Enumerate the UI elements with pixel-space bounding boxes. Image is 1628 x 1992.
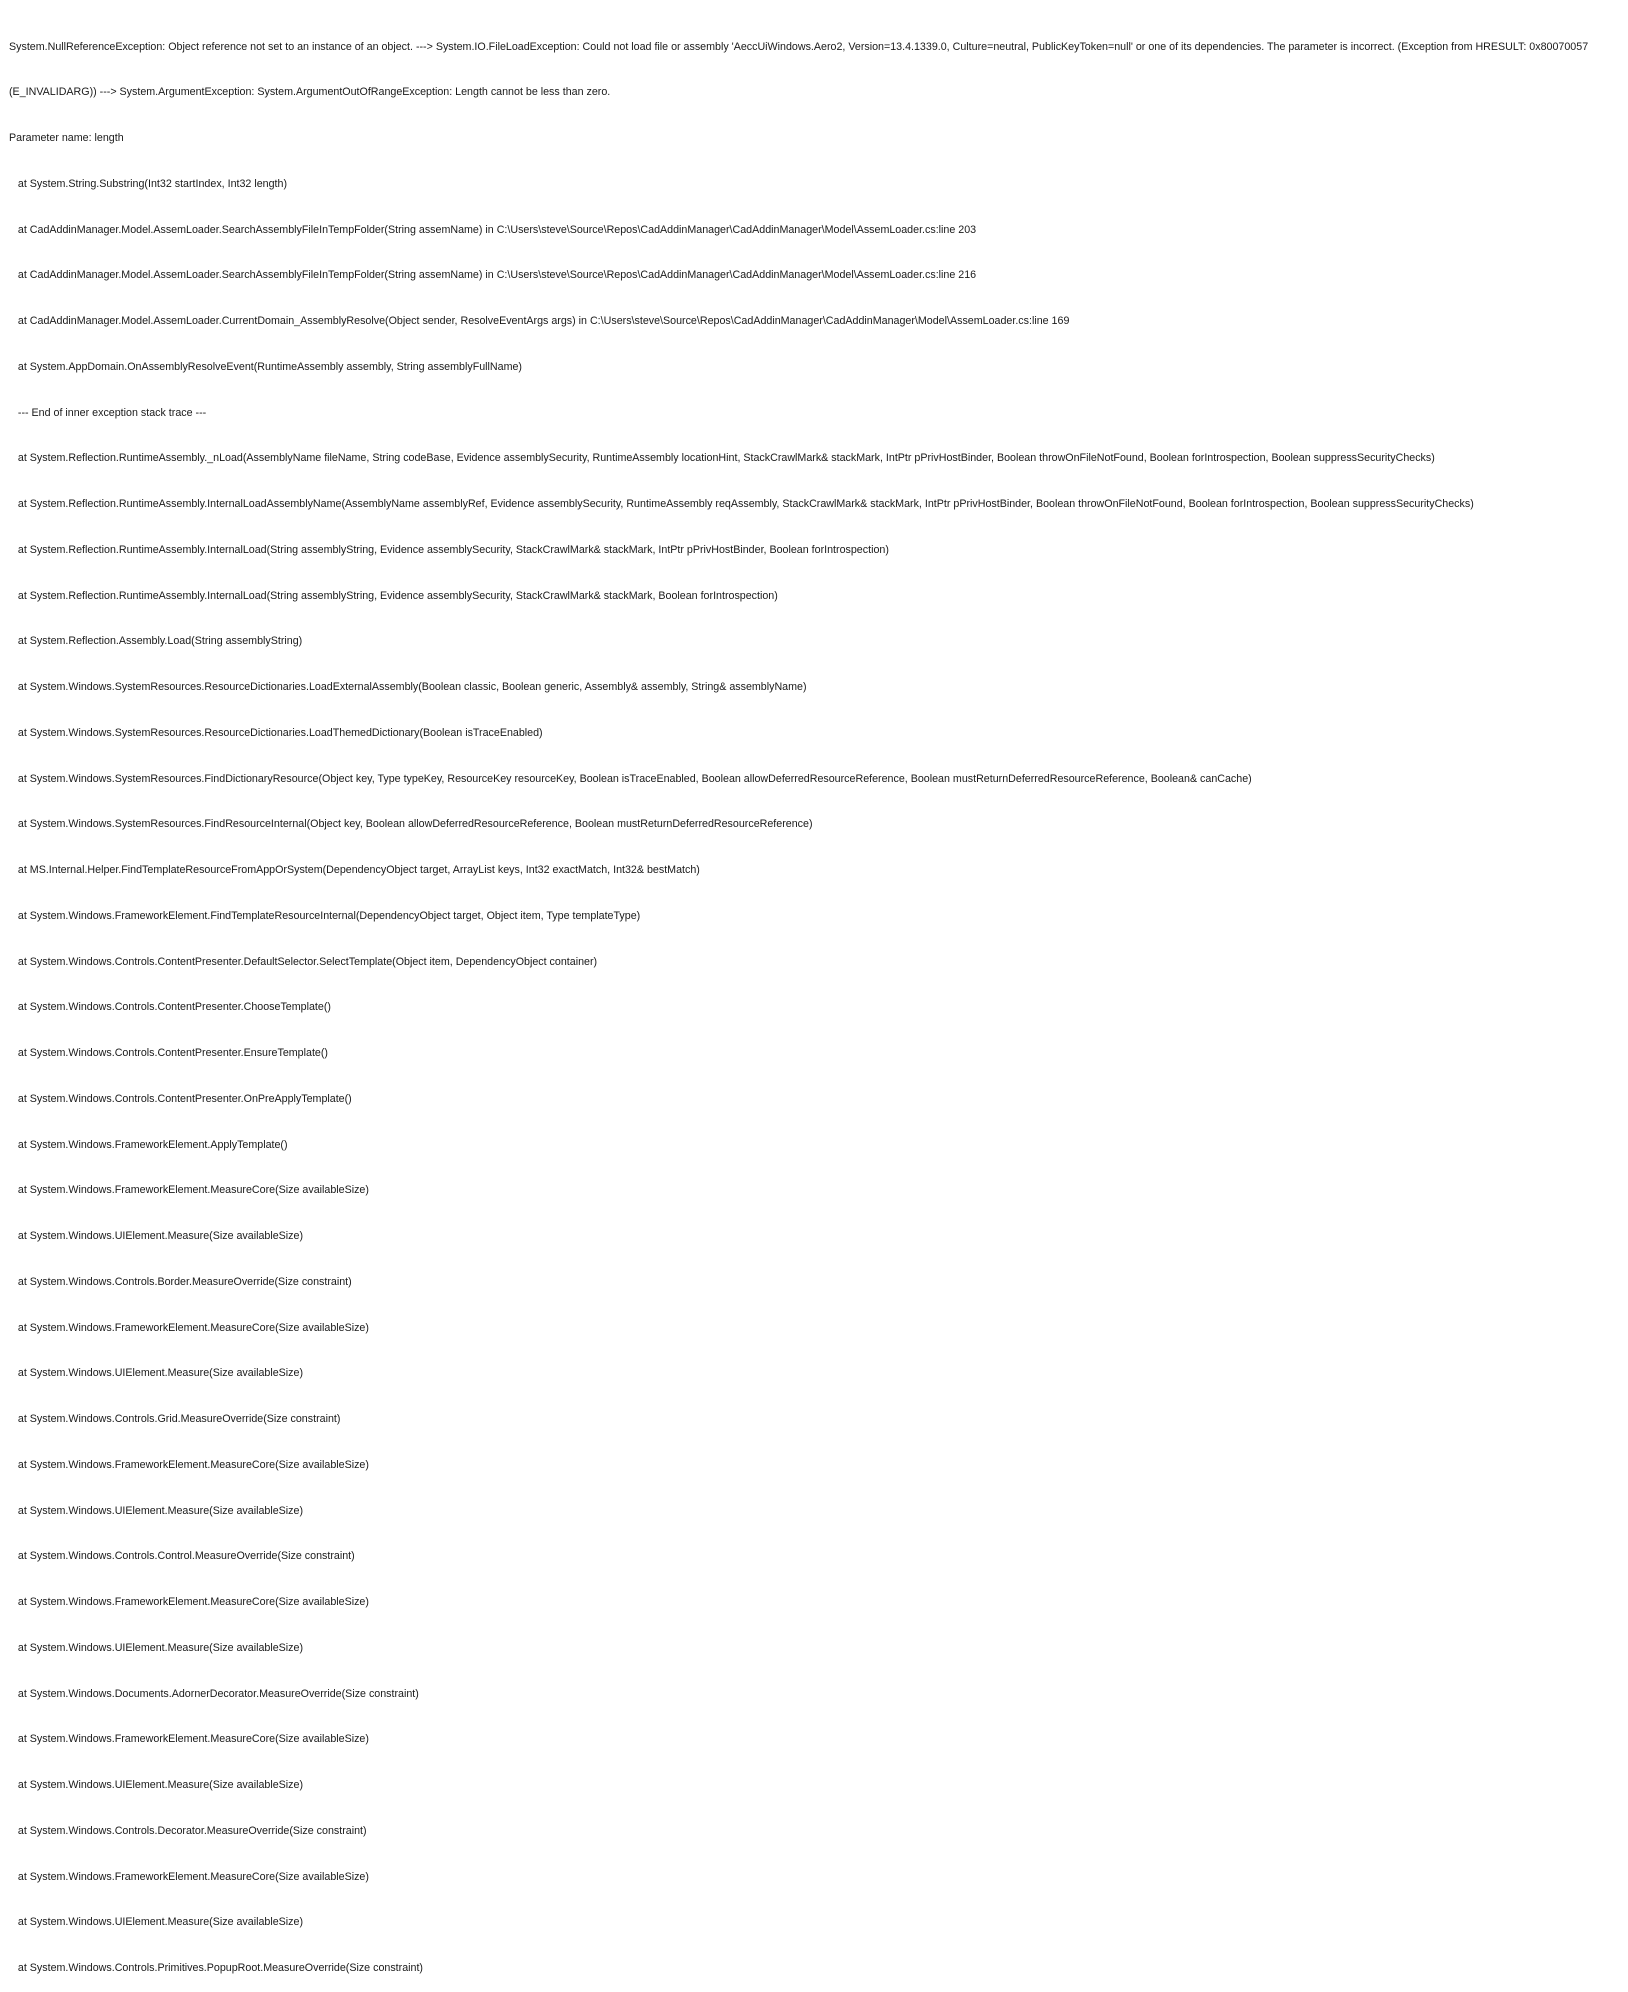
stack-frame-line: at System.Windows.SystemResources.ResourceDictionaries.LoadThemedDictionary(Boolean isTraceEnabled) bbox=[9, 726, 543, 739]
stack-frame-line: at System.Windows.Controls.Border.MeasureOverride(Size constraint) bbox=[9, 1275, 352, 1288]
exception-stack-trace bbox=[9, 9, 1621, 1974]
stack-frame-line: at System.Reflection.RuntimeAssembly.InternalLoad(String assemblyString, Evidence assemblySecurity, StackCrawlMark& stackMark, IntPtr pPrivHostBinder, Boolean forIntrospection) bbox=[9, 543, 889, 556]
stack-frame-line: at MS.Internal.Helper.FindTemplateResourceFromAppOrSystem(DependencyObject target, ArrayList keys, Int32 exactMatch, Int32& bestMatch) bbox=[9, 864, 700, 876]
stack-frame-line: at System.Windows.FrameworkElement.MeasureCore(Size availableSize) bbox=[9, 1458, 369, 1471]
exception-message-line: (E_INVALIDARG)) ---> System.ArgumentException: System.ArgumentOutOfRangeException: Length cannot be less than zero. bbox=[9, 86, 611, 99]
stack-frame-line: at System.Windows.Controls.Grid.MeasureOverride(Size constraint) bbox=[9, 1413, 341, 1425]
stack-frame-line: at System.Windows.UIElement.Measure(Size availableSize) bbox=[9, 1916, 304, 1929]
stack-frame-line: at CadAddinManager.Model.AssemLoader.SearchAssemblyFileInTempFolder(String assemName) in C:\Users\steve\Source\Repos\CadAddinManager\CadAddinManager\Model\AssemLoader.cs:line 216 bbox=[9, 269, 977, 282]
inner-exception-separator: --- End of inner exception stack trace --- bbox=[9, 406, 207, 419]
stack-frame-line: at System.Reflection.Assembly.Load(String assemblyString) bbox=[9, 635, 303, 648]
stack-frame-line: at System.Windows.FrameworkElement.FindTemplateResourceInternal(DependencyObject target, Object item, Type templateType) bbox=[9, 909, 641, 922]
stack-frame-line: at System.Reflection.RuntimeAssembly.InternalLoad(String assemblyString, Evidence assemblySecurity, StackCrawlMark& stackMark, Boolean forIntrospection) bbox=[9, 589, 778, 602]
stack-frame-line: at System.String.Substring(Int32 startIndex, Int32 length) bbox=[9, 177, 288, 190]
stack-frame-line: at System.Windows.FrameworkElement.MeasureCore(Size availableSize) bbox=[9, 1733, 369, 1746]
stack-frame-line: at System.Windows.Controls.Decorator.MeasureOverride(Size constraint) bbox=[9, 1824, 367, 1837]
stack-frame-line: at System.Windows.SystemResources.ResourceDictionaries.LoadExternalAssembly(Boolean classic, Boolean generic, Assembly& assembly, String& assemblyName) bbox=[9, 681, 807, 693]
stack-frame-line: at System.Windows.Controls.ContentPresenter.ChooseTemplate() bbox=[9, 1001, 331, 1014]
stack-frame-line: at System.Reflection.RuntimeAssembly._nLoad(AssemblyName fileName, String codeBase, Evidence assemblySecurity, RuntimeAssembly locationHint, StackCrawlMark& stackMark, IntPtr pPrivHostBinder, Boolean throwOnFileNotFound, Boolean forIntrospection, Boolean suppressSecurityChecks) bbox=[9, 452, 1435, 465]
stack-frame-line: at System.Windows.Controls.ContentPresenter.DefaultSelector.SelectTemplate(Object item, DependencyObject container) bbox=[9, 955, 598, 968]
exception-parameter-line: Parameter name: length bbox=[9, 132, 124, 144]
stack-frame-line: at System.Windows.SystemResources.FindResourceInternal(Object key, Boolean allowDeferredResourceReference, Boolean mustReturnDeferredResourceReference) bbox=[9, 818, 813, 831]
exception-message-line: System.NullReferenceException: Object reference not set to an instance of an object. ---> System.IO.FileLoadException: Could not load file or assembly 'AeccUiWindows.Aero2, Version=13.4.1339.0, Culture=neutral, PublicKeyToken=null' or one of its dependencies. The parameter is incorrect. (Exception from HRESULT: 0x80070057 bbox=[9, 40, 1589, 53]
stack-frame-line: at System.Windows.UIElement.Measure(Size availableSize) bbox=[9, 1779, 304, 1791]
stack-frame-line: at CadAddinManager.Model.AssemLoader.SearchAssemblyFileInTempFolder(String assemName) in C:\Users\steve\Source\Repos\CadAddinManager\CadAddinManager\Model\AssemLoader.cs:line 203 bbox=[9, 223, 977, 236]
stack-frame-line: at System.Windows.UIElement.Measure(Size availableSize) bbox=[9, 1504, 304, 1517]
stack-frame-line: at System.Windows.FrameworkElement.MeasureCore(Size availableSize) bbox=[9, 1184, 369, 1197]
stack-frame-line: at System.Windows.UIElement.Measure(Size availableSize) bbox=[9, 1641, 304, 1654]
stack-frame-line: at System.Windows.FrameworkElement.MeasureCore(Size availableSize) bbox=[9, 1596, 369, 1608]
stack-frame-line: at System.Reflection.RuntimeAssembly.InternalLoadAssemblyName(AssemblyName assemblyRef, Evidence assemblySecurity, RuntimeAssembly reqAssembly, StackCrawlMark& stackMark, IntPtr pPrivHostBinder, Boolean throwOnFileNotFound, Boolean forIntrospection, Boolean suppressSecurityChecks) bbox=[9, 498, 1474, 510]
stack-frame-line: at System.Windows.Documents.AdornerDecorator.MeasureOverride(Size constraint) bbox=[9, 1687, 419, 1700]
stack-frame-line: at System.Windows.Controls.Primitives.PopupRoot.MeasureOverride(Size constraint) bbox=[9, 1962, 423, 1974]
stack-frame-line: at System.Windows.FrameworkElement.MeasureCore(Size availableSize) bbox=[9, 1870, 369, 1883]
stack-frame-line: at System.Windows.FrameworkElement.ApplyTemplate() bbox=[9, 1138, 288, 1151]
stack-frame-line: at System.Windows.UIElement.Measure(Size availableSize) bbox=[9, 1230, 304, 1242]
stack-frame-line: at CadAddinManager.Model.AssemLoader.CurrentDomain_AssemblyResolve(Object sender, ResolveEventArgs args) in C:\Users\steve\Source\Repos\CadAddinManager\CadAddinManager\Model\AssemLoader.cs:line 169 bbox=[9, 315, 1070, 327]
stack-frame-line: at System.AppDomain.OnAssemblyResolveEvent(RuntimeAssembly assembly, String assemblyFullName) bbox=[9, 360, 522, 373]
stack-frame-line: at System.Windows.UIElement.Measure(Size availableSize) bbox=[9, 1367, 304, 1380]
stack-frame-line: at System.Windows.Controls.ContentPresenter.EnsureTemplate() bbox=[9, 1047, 328, 1059]
stack-frame-line: at System.Windows.Controls.Control.MeasureOverride(Size constraint) bbox=[9, 1550, 355, 1563]
stack-frame-line: at System.Windows.Controls.ContentPresenter.OnPreApplyTemplate() bbox=[9, 1092, 352, 1105]
stack-frame-line: at System.Windows.FrameworkElement.MeasureCore(Size availableSize) bbox=[9, 1321, 369, 1334]
stack-frame-line: at System.Windows.SystemResources.FindDictionaryResource(Object key, Type typeKey, ResourceKey resourceKey, Boolean isTraceEnabled, Boolean allowDeferredResourceReference, Boolean mustReturnDeferredResourceReference, Boolean& canCache) bbox=[9, 772, 1252, 785]
